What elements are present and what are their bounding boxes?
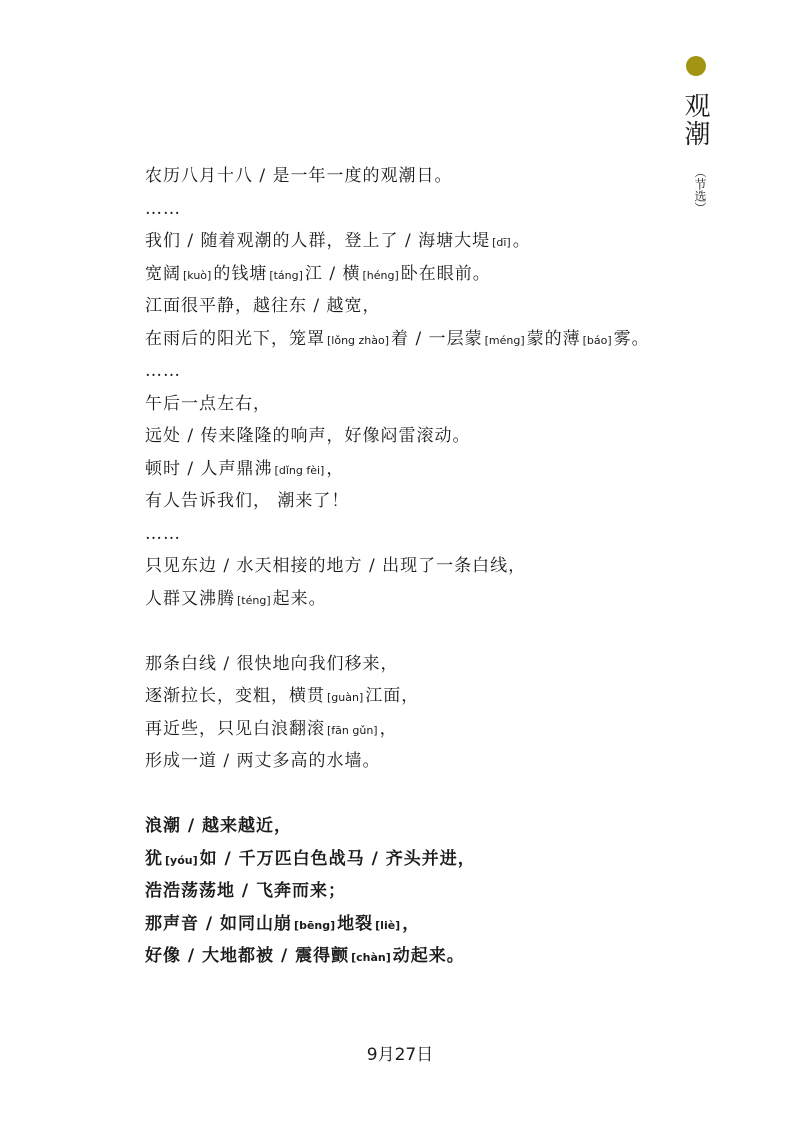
poem-text: 顿时 / 人声鼎沸 bbox=[145, 458, 273, 479]
poem-text: 江面， bbox=[365, 686, 420, 706]
poem-text: 雾。 bbox=[613, 328, 650, 349]
poem-line bbox=[145, 160, 765, 193]
pinyin-annotation: [yóu] bbox=[165, 853, 198, 867]
pinyin-annotation: [chàn] bbox=[351, 951, 391, 964]
poem-text: 蒙的薄 bbox=[526, 328, 581, 349]
poem-line bbox=[145, 843, 765, 876]
poem-text: 有人告诉我们， 潮来了！ bbox=[145, 491, 350, 511]
poem-text: 着 / 一层蒙 bbox=[391, 328, 483, 349]
pinyin-annotation: [guàn] bbox=[327, 691, 364, 704]
poem-line bbox=[145, 908, 765, 941]
poem-line bbox=[145, 388, 765, 421]
poem-stanza bbox=[145, 810, 765, 973]
pinyin-annotation: [dǐng fèi] bbox=[274, 463, 325, 477]
pinyin-annotation: [lǒng zhào] bbox=[327, 333, 390, 347]
poem-text: 。 bbox=[512, 231, 531, 251]
poem-text: 人群又沸腾 bbox=[145, 588, 235, 609]
poem-text: 江面很平静，越往东 / 越宽， bbox=[145, 296, 381, 316]
poem-line bbox=[145, 355, 765, 388]
poem-text: 农历八月十八 / 是一年一度的观潮日。 bbox=[145, 166, 453, 186]
poem-line bbox=[145, 193, 765, 226]
title-decoration-dot bbox=[686, 56, 706, 76]
poem-line bbox=[145, 713, 765, 746]
pinyin-annotation: [méng] bbox=[484, 333, 525, 347]
poem-text: 犹 bbox=[145, 848, 163, 869]
poem-line bbox=[145, 420, 765, 453]
poem-text: …… bbox=[145, 523, 181, 544]
pinyin-annotation: [fān gǔn] bbox=[327, 723, 378, 737]
poem-line bbox=[145, 485, 765, 518]
poem-line bbox=[145, 258, 765, 291]
poem-line bbox=[145, 290, 765, 323]
poem-text: 午后一点左右， bbox=[145, 393, 271, 414]
poem-line bbox=[145, 745, 765, 778]
poem-text: …… bbox=[145, 198, 181, 219]
poem-stanza bbox=[145, 648, 765, 778]
poem-text: …… bbox=[145, 361, 181, 381]
poem-line bbox=[145, 583, 765, 616]
poem-text: 好像 / 大地都被 / 震得颤 bbox=[145, 946, 350, 966]
pinyin-annotation: [liè] bbox=[375, 918, 401, 932]
poem-line bbox=[145, 225, 765, 258]
poem-text: 如 / 千万匹白色战马 / 齐头并进， bbox=[199, 848, 476, 869]
poem-text: 卧在眼前。 bbox=[400, 263, 491, 284]
pinyin-annotation: [héng] bbox=[362, 268, 399, 282]
poem-text: 我们 / 随着观潮的人群，登上了 / 海塘大堤 bbox=[145, 231, 491, 251]
poem-text: 浪潮 / 越来越近， bbox=[145, 816, 293, 836]
pinyin-annotation: [táng] bbox=[269, 268, 303, 282]
poem-line bbox=[145, 648, 765, 681]
poem-text: 逐渐拉长，变粗，横贯 bbox=[145, 686, 325, 706]
poem-line bbox=[145, 323, 765, 356]
poem-text: 起来。 bbox=[272, 588, 327, 609]
poem-stanza bbox=[145, 160, 765, 615]
poem-text: ， bbox=[402, 913, 421, 934]
date-label: 9月27日 bbox=[366, 1045, 434, 1065]
stanza-gap bbox=[145, 778, 765, 811]
pinyin-annotation: [kuò] bbox=[183, 268, 212, 282]
page-title: 观潮 bbox=[680, 92, 710, 148]
poem-line bbox=[145, 550, 765, 583]
stanza-gap bbox=[145, 615, 765, 648]
poem-text: 只见东边 / 水天相接的地方 / 出现了一条白线， bbox=[145, 556, 527, 576]
poem-text: ， bbox=[326, 458, 345, 479]
poem-line bbox=[145, 940, 765, 973]
poem-line bbox=[145, 453, 765, 486]
poem-line bbox=[145, 680, 765, 713]
poem-text: ， bbox=[379, 718, 398, 739]
pinyin-annotation: [báo] bbox=[582, 333, 612, 347]
pinyin-annotation: [bēng] bbox=[294, 918, 336, 932]
poem-text: 那条白线 / 很快地向我们移来， bbox=[145, 653, 399, 674]
poem-text: 地裂 bbox=[337, 913, 374, 934]
poem-text: 浩浩荡荡地 / 飞奔而来； bbox=[145, 881, 347, 901]
page-subtitle: （节选） bbox=[693, 166, 707, 214]
poem-line bbox=[145, 875, 765, 908]
poem-text: 在雨后的阳光下，笼罩 bbox=[145, 328, 325, 349]
poem-text: 江 / 横 bbox=[304, 263, 361, 284]
poem-text: 的钱塘 bbox=[213, 263, 268, 284]
poem-line bbox=[145, 518, 765, 551]
poem-text: 再近些，只见白浪翻滚 bbox=[145, 718, 325, 739]
poem-line bbox=[145, 810, 765, 843]
poem-text: 那声音 / 如同山崩 bbox=[145, 913, 293, 934]
poem-text: 远处 / 传来隆隆的响声，好像闷雷滚动。 bbox=[145, 426, 471, 446]
poem-text: 宽阔 bbox=[145, 263, 181, 284]
pinyin-annotation: [téng] bbox=[237, 593, 271, 607]
pinyin-annotation: [dī] bbox=[492, 236, 511, 249]
poem-body bbox=[145, 160, 765, 973]
poem-text: 动起来。 bbox=[392, 946, 465, 966]
poem-text: 形成一道 / 两丈多高的水墙。 bbox=[145, 751, 381, 771]
